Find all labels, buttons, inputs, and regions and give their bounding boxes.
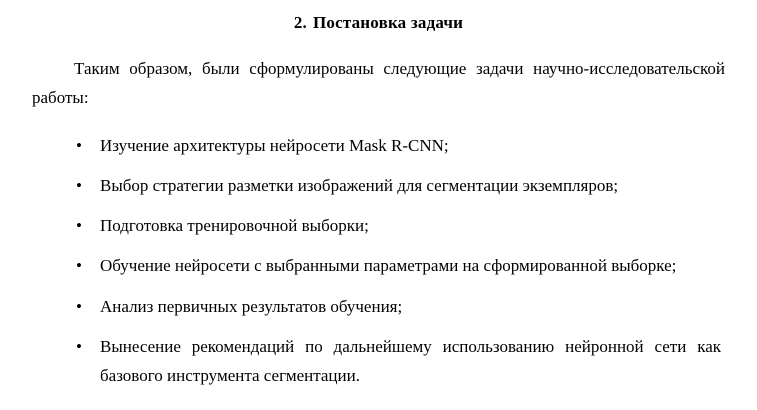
section-title: Постановка задачи	[312, 13, 464, 32]
list-item	[22, 292, 735, 321]
list-item	[22, 171, 735, 200]
section-heading	[22, 12, 735, 34]
intro-paragraph: Таким образом, были сформулированы следующие задачи научно-исследовательской работы:	[32, 59, 725, 108]
section-number: 2.	[293, 13, 307, 32]
bullet-icon: •	[76, 336, 82, 356]
list-item	[22, 131, 735, 160]
list-item-text: Вынесение рекомендаций по дальнейшему использованию нейронной сети как базового инструмента сегментации.	[100, 336, 721, 385]
bullet-icon: •	[76, 216, 82, 236]
bullet-icon: •	[76, 135, 82, 155]
list-item-text: Выбор стратегии разметки изображений для сегментации экземпляров;	[100, 175, 619, 195]
list-item-text: Анализ первичных результатов обучения;	[100, 296, 403, 316]
task-list	[22, 131, 735, 391]
list-item-text: Изучение архитектуры нейросети Mask R-CNN;	[100, 135, 449, 155]
list-item	[22, 332, 735, 390]
list-item	[22, 211, 735, 240]
bullet-icon: •	[76, 175, 82, 195]
list-item-text: Подготовка тренировочной выборки;	[100, 216, 369, 236]
list-item	[22, 251, 735, 280]
bullet-icon: •	[76, 296, 82, 316]
list-item-text: Обучение нейросети с выбранными параметрами на сформированной выборке;	[100, 256, 677, 276]
bullet-icon: •	[76, 256, 82, 276]
